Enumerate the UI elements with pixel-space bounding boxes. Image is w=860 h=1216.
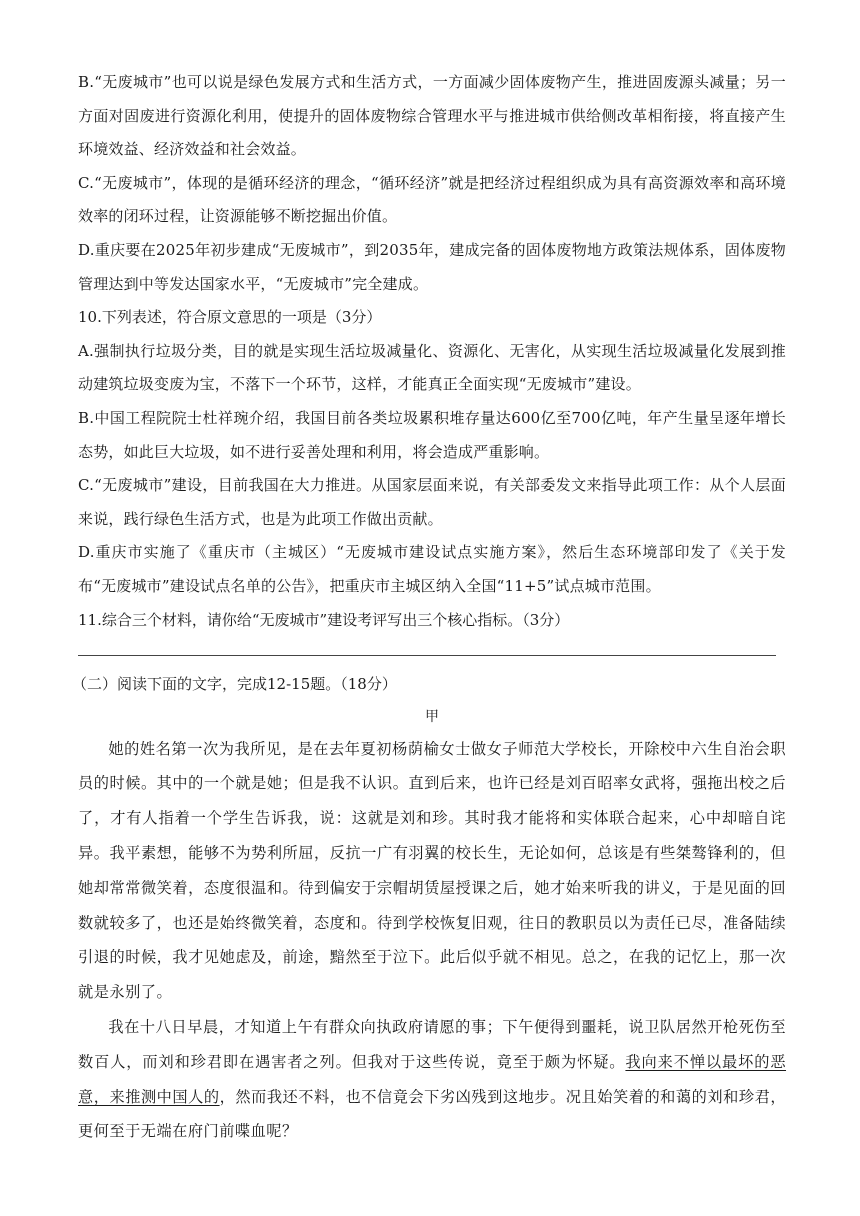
q10-option-a: A.强制执行垃圾分类，目的就是实现生活垃圾减量化、资源化、无害化，从实现生活垃圾减量化发展到推动建筑垃圾变废为宝，不落下一个环节，这样，才能真正全面实现“无废城市”建设。: [78, 341, 786, 394]
answer-line[interactable]: [78, 655, 776, 656]
underlined-sentence: 我向来不惮以最坏的恶意，来推测中国人的: [78, 1052, 787, 1106]
q10-stem: 10.下列表述，符合原文意思的一项是（3分）: [78, 308, 382, 327]
passage-paragraph-2-part-a: 我在十八日早晨，才知道上午有群众向执政府请愿的事；下午便得到噩耗，说卫队居然开枪死伤至数百人，而刘和珍君即在遇害者之列。但我对于这些传说，竟至于颇为怀疑。: [78, 1018, 786, 1071]
passage-title: 甲: [425, 708, 439, 725]
q9-option-d: D.重庆要在2025年初步建成“无废城市”，到2035年，建成完备的固体废物地方政策法规体系，固体废物管理达到中等发达国家水平，“无废城市”完全建成。: [78, 240, 786, 293]
q10-option-b: B.中国工程院院士杜祥琬介绍，我国目前各类垃圾累积堆存量达600亿至700亿吨，年产生量呈逐年增长态势，如此巨大垃圾，如不进行妥善处理和利用，将会造成严重影响。: [78, 408, 786, 461]
section2-heading: （二）阅读下面的文字，完成12-15题。（18分）: [72, 675, 397, 694]
q10-option-d: D.重庆市实施了《重庆市（主城区）“无废城市建设试点实施方案》，然后生态环境部印发了《关于发布“无废城市”建设试点名单的公告》，把重庆市主城区纳入全国“11+5”试点城市范围。: [78, 543, 786, 595]
passage-paragraph-1: 她的姓名第一次为我所见，是在去年夏初杨荫榆女士做女子师范大学校长，开除校中六生自治会职员的时候。其中的一个就是她；但是我不认识。直到后来，也许已经是刘百昭率女武将，强拖出校之后了，才有人指着一个学生告诉我，说：这就是刘和珍。其时我才能将和实体联合起来，心中却暗自诧异。我平素想，能够不为势利所屈，反抗一广有羽翼的校长生，无论如何，总该是有些桀骜锋利的，但她却常常微笑着，态度很温和。待到偏安于宗帽胡赁屋授课之后，她才始来听我的讲义，于是见面的回数就较多了，也还是始终微笑着，态度和。待到学校恢复旧观，往日的教职员以为责任已尽，准备陆续引退的时候，我才见她虑及，前途，黯然至于泣下。此后似乎就不相见。总之，在我的记忆上，那一次就是永别了。: [78, 739, 786, 1002]
q9-option-b: B.“无废城市”也可以说是绿色发展方式和生活方式，一方面减少固体废物产生，推进固废源头减量；另一方面对固废进行资源化利用，使提升的固体废物综合管理水平与推进城市供给侧改革相衔接，将直接产生环境效益、经济效益和社会效益。: [78, 73, 786, 159]
q9-option-c: C.“无废城市”，体现的是循环经济的理念，“循环经济”就是把经济过程组织成为具有高资源效率和高环境效率的闭环过程，让资源能够不断挖掘出价值。: [78, 173, 786, 226]
q11-stem: 11.综合三个材料，请你给“无废城市”建设考评写出三个核心指标。（3分）: [78, 610, 570, 629]
q10-option-c: C.“无废城市”建设，目前我国在大力推进。从国家层面来说，有关部委发文来指导此项工作：从个人层面来说，践行绿色生活方式，也是为此项工作做出贡献。: [78, 476, 786, 528]
document-page: [72, 66, 787, 1149]
passage-paragraph-2-part-b: ，然而我还不料，也不信竟会下劣凶残到这地步。况且始笑着的和蔼的刘和珍君，更何至于无端在府门前喋血呢？: [78, 1087, 786, 1141]
passage-paragraph-2: [78, 1010, 786, 1149]
